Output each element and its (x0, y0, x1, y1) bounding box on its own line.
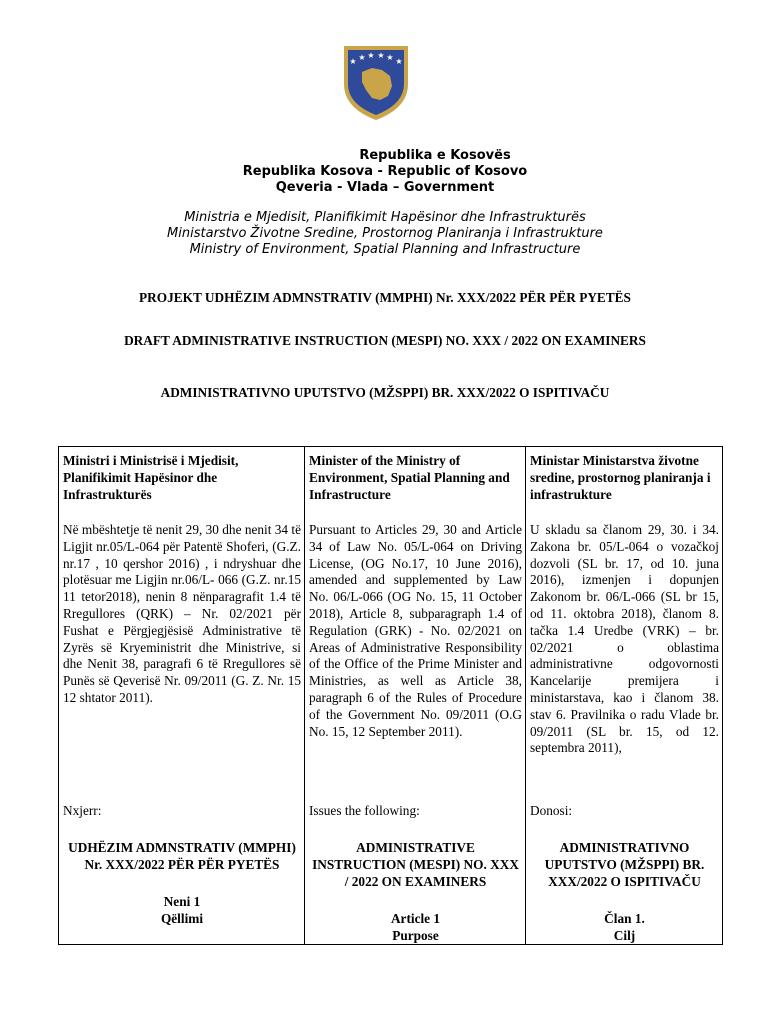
kosovo-coat-of-arms-icon (336, 42, 416, 122)
republic-name-albanian: Republika e Kosovës (359, 148, 511, 163)
article-title: Qëllimi (160, 911, 204, 926)
article-number: Neni 1 (163, 894, 201, 909)
document-title-english: DRAFT ADMINISTRATIVE INSTRUCTION (MESPI) NO. XXX / 2022 ON EXAMINERS (124, 333, 646, 348)
instruction-title: UDHËZIM ADMNSTRATIV (MMPHI) Nr. XXX/2022 PËR PËR PYETËS (68, 840, 296, 872)
government-name: Qeveria - Vlada – Government (275, 180, 495, 195)
article-number: Član 1. (604, 911, 645, 926)
instruction-title: ADMINISTRATIVE INSTRUCTION (MESPI) NO. XXX / 2022 ON EXAMINERS (312, 840, 519, 889)
column-heading: Ministar Ministarstva životne sredine, prostornog planiranja i infrastrukture (530, 453, 711, 502)
ministry-name-serbian: Ministarstvo Životne Sredine, Prostornog Planiranja i Infrastrukture (167, 226, 603, 241)
issue-label: Issues the following: (309, 803, 420, 818)
document-title-albanian: PROJEKT UDHËZIM ADMNSTRATIV (MMPHI) Nr. XXX/2022 PËR PËR PYETËS (139, 290, 631, 305)
trilingual-table (58, 446, 723, 945)
article-number: Article 1 (390, 911, 441, 926)
instruction-title: ADMINISTRATIVNO UPUTSTVO (MŽSPPI) BR. XXX/2022 O ISPITIVAČU (544, 840, 705, 889)
column-heading: Minister of the Ministry of Environment, Spatial Planning and Infrastructure (309, 453, 510, 502)
svg-text:★: ★ (358, 53, 366, 62)
ministry-name-albanian: Ministria e Mjedisit, Planifikimit Hapësinor dhe Infrastrukturës (184, 210, 586, 225)
svg-text:★: ★ (377, 51, 385, 60)
republic-name-multilingual: Republika Kosova - Republic of Kosovo (242, 164, 528, 179)
svg-text:★: ★ (386, 53, 394, 62)
legal-basis-text: Në mbështetje të nenit 29, 30 dhe nenit 34 të Ligjit nr.05/L-064 për Patentë Shoferi, (G.Z. nr.17 , 10 qershor 2016) , i ndryshuar dhe plotësuar me Ligjin nr.06/L- 066 (G.Z. nr.15 11 tetor2018), nenin 8 nënparagrafit 1.4 të Rregullores (QRK) – Nr. 02/2021 për Fushat e Përgjegjësisë Administrative të Zyrës së Kryeministrit dhe Ministrive, si dhe Nenit 38, paragrafi 6 të Rregullores së Punës së Qeverisë Nr. 09/2011 (G. Z. Nr. 15 12 shtator 2011). (63, 522, 301, 705)
column-english (305, 447, 526, 945)
legal-basis-text: Pursuant to Articles 29, 30 and Article 34 of Law No. 05/L-064 on Driving License, (OG No.17, 10 June 2016), amended and supplemented by Law No. 06/L-066 (OG No. 15, 11 October 2018), Article 8, subparagraph 1.4 of Regulation (GRK) - No. 02/2021 on Areas of Administrative Responsibility of the Office of the Prime Minister and Ministries, as well as Article 38, paragraph 6 of the Rules of Procedure of the Government No. 09/2011 (O.G No. 15, 12 September 2011). (309, 522, 522, 739)
svg-text:★: ★ (349, 57, 357, 66)
ministry-name-english: Ministry of Environment, Spatial Planning and Infrastructure (189, 242, 581, 257)
article-title: Cilj (613, 928, 636, 943)
document-title-serbian: ADMINISTRATIVNO UPUTSTVO (MŽSPPI) BR. XXX/2022 O ISPITIVAČU (160, 385, 610, 400)
issue-label: Donosi: (530, 803, 573, 818)
issue-label: Nxjerr: (63, 803, 102, 818)
column-serbian (526, 447, 723, 945)
legal-basis-text: U skladu sa članom 29, 30. i 34. Zakona br. 05/L-064 o vozačkoj dozvoli (SL br. 17, od 10. juna 2016), izmenjen i dopunjen Zakonom br. 06/L-066 (SL br 15, od 11. oktobra 2018), članom 8. tačka 1.4 Uredbe (VRK) – br. 02/2021 o oblastima administrativne odgovornosti Kancelarije premijera i ministarstava, kao i članom 38. stav 6. Pravilnika o radu Vlade br. 09/2011 (SL br. 15, od 12. septembra 2011), (530, 522, 719, 756)
article-title: Purpose (392, 928, 439, 943)
svg-text:★: ★ (367, 51, 375, 60)
column-heading: Ministri i Ministrisë i Mjedisit, Planifikimit Hapësinor dhe Infrastrukturës (63, 453, 239, 502)
column-albanian (59, 447, 305, 945)
svg-text:★: ★ (395, 57, 403, 66)
